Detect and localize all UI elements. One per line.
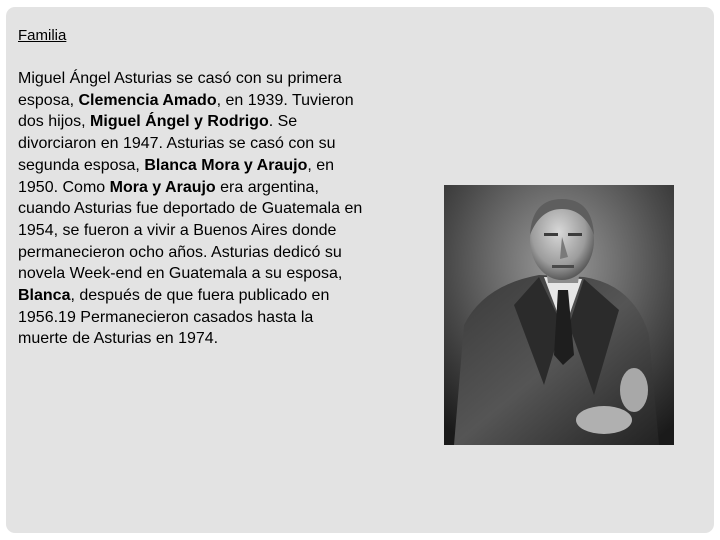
text-run-bold: Mora y Araujo <box>109 178 216 196</box>
text-run: , en 1939. Tuvieron dos hijos, <box>18 91 354 131</box>
text-run-bold: Miguel Ángel y Rodrigo <box>90 113 269 131</box>
text-run: . Se divorciaron en 1947. Asturias se casó con su segunda esposa, <box>18 113 336 174</box>
portrait-photo <box>444 185 674 445</box>
text-run: , después de que fuera publicado en 1956.19 Permanecieron casados hasta la muerte de Asturias en 1974. <box>18 287 330 348</box>
slide-heading: Familia <box>18 27 67 44</box>
text-run-bold: Clemencia Amado <box>78 91 217 109</box>
text-run: , en 1950. Como <box>18 156 335 196</box>
text-run-bold: Blanca <box>18 287 71 305</box>
slide <box>6 7 714 533</box>
slide-body-text <box>18 68 364 350</box>
text-run-bold: Blanca Mora y Araujo <box>144 156 308 174</box>
text-run: era argentina, cuando Asturias fue deportado de Guatemala en 1954, se fueron a vivir a Buenos Aires donde permanecieron ocho años. Asturias dedicó su novela Week-end en Guatemala a su esposa, <box>18 178 363 283</box>
text-run: Miguel Ángel Asturias se casó con su primera esposa, <box>18 70 342 109</box>
